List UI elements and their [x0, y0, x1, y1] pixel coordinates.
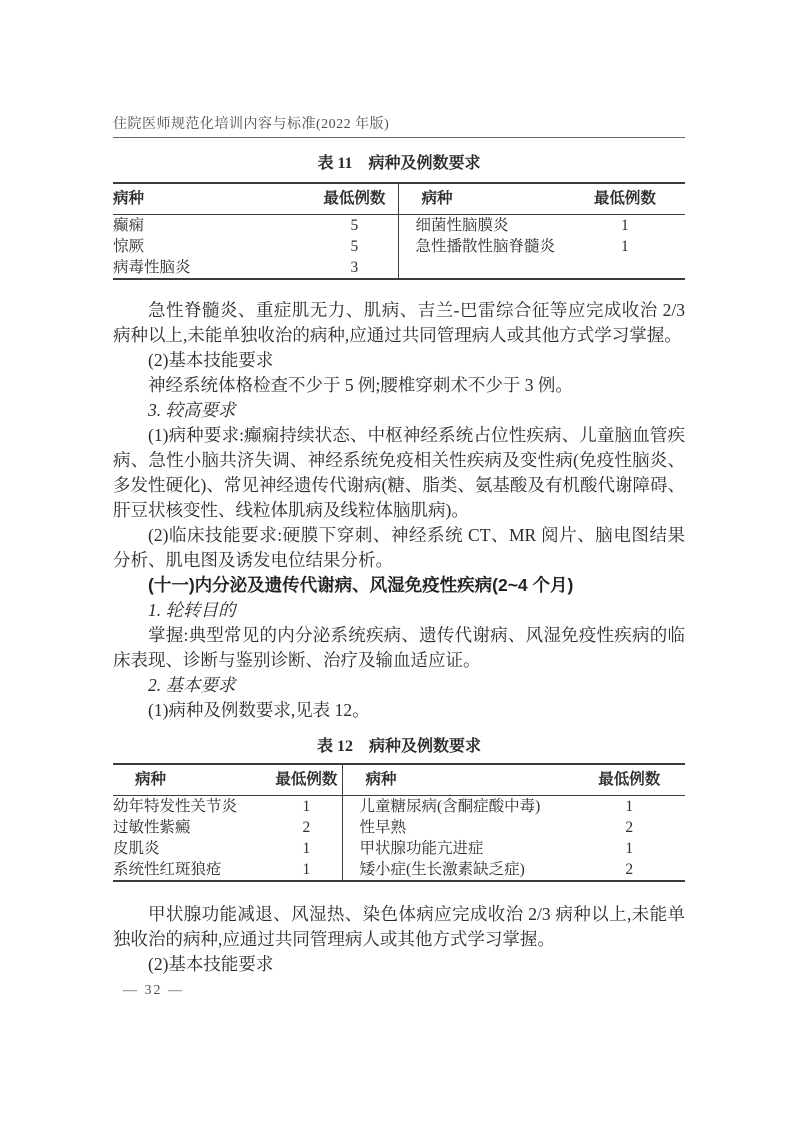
- subheading-rotation-purpose: 1. 轮转目的: [148, 600, 236, 620]
- paragraph: (2)临床技能要求:硬膜下穿刺、神经系统 CT、MR 阅片、脑电图结果分析、肌电图及诱发电位结果分析。: [113, 525, 685, 570]
- table-row: [113, 838, 685, 859]
- table-cell: 5: [310, 236, 399, 257]
- table-cell: 性早熟: [359, 819, 406, 836]
- table-cell: 2: [625, 861, 634, 878]
- paragraph: 神经系统体格检查不少于 5 例;腰椎穿刺术不少于 3 例。: [148, 375, 573, 395]
- table11-header-mincases-right: 最低例数: [565, 183, 685, 215]
- table-cell: 1: [270, 859, 343, 881]
- page-content: [113, 116, 685, 999]
- table-cell: 3: [310, 257, 399, 279]
- table-row: [113, 257, 685, 279]
- table-cell: 系统性红斑狼疮: [113, 861, 222, 878]
- table12-header-disease-left: 病种: [113, 764, 270, 796]
- table11-header-mincases-left: 最低例数: [310, 183, 399, 215]
- table-cell: 癫痫: [113, 217, 145, 234]
- table-row: [113, 236, 685, 257]
- body-text: [113, 298, 685, 723]
- subheading-advanced-requirements: 3. 较高要求: [148, 400, 236, 420]
- paragraph: (1)病种及例数要求,见表 12。: [148, 700, 370, 720]
- section-heading-11: (十一)内分泌及遗传代谢病、风湿免疫性疾病(2~4 个月): [148, 575, 574, 595]
- running-head-rule: [113, 137, 685, 138]
- table-cell: [399, 257, 565, 279]
- table-cell: [565, 257, 685, 279]
- table12-header-row: [113, 764, 685, 796]
- table-cell: 5: [310, 215, 399, 237]
- table-cell: 过敏性紫癜: [113, 819, 191, 836]
- table-cell: 急性播散性脑脊髓炎: [415, 238, 555, 255]
- paragraph: 甲状腺功能减退、风湿热、染色体病应完成收治 2/3 病种以上,未能单独收治的病种,应通过共同管理病人或其他方式学习掌握。: [113, 904, 685, 949]
- subheading-basic-requirements: 2. 基本要求: [148, 675, 236, 695]
- table-cell: 矮小症(生长激素缺乏症): [359, 861, 525, 878]
- table11: [113, 182, 685, 280]
- table-cell: 幼年特发性关节炎: [113, 798, 238, 815]
- table11-header-disease-left: 病种: [113, 183, 310, 215]
- table-row: [113, 796, 685, 818]
- paragraph: 掌握:典型常见的内分泌系统疾病、遗传代谢病、风湿免疫性疾病的临床表现、诊断与鉴别诊断、治疗及输血适应证。: [113, 625, 685, 670]
- table11-header-disease-right: 病种: [399, 183, 565, 215]
- table11-header-row: [113, 183, 685, 215]
- table12-header-mincases-right: 最低例数: [573, 764, 685, 796]
- table-cell: 甲状腺功能亢进症: [359, 840, 484, 857]
- table-cell: 1: [621, 238, 629, 255]
- table-cell: 病毒性脑炎: [113, 259, 191, 276]
- page-number: — 32 —: [123, 983, 184, 998]
- table12: [113, 763, 685, 882]
- table-row: [113, 817, 685, 838]
- table-cell: 惊厥: [113, 238, 145, 255]
- table-cell: 儿童糖尿病(含酮症酸中毒): [359, 798, 541, 815]
- table-cell: 1: [625, 840, 634, 857]
- table-cell: 1: [270, 796, 343, 818]
- paragraph: 急性脊髓炎、重症肌无力、肌病、吉兰-巴雷综合征等应完成收治 2/3 病种以上,未能单独收治的病种,应通过共同管理病人或其他方式学习掌握。: [113, 300, 685, 345]
- paragraph: (1)病种要求:癫痫持续状态、中枢神经系统占位性疾病、儿童脑血管疾病、急性小脑共济失调、神经系统免疫相关性疾病及变性病(免疫性脑炎、多发性硬化)、常见神经遗传代谢病(糖、脂类、氨基酸及有机酸代谢障碍、肝豆状核变性、线粒体肌病及线粒体脑肌病)。: [113, 425, 685, 520]
- table-row: [113, 215, 685, 237]
- table-cell: 1: [625, 798, 634, 815]
- table-cell: 1: [621, 217, 629, 234]
- table-cell: 2: [625, 819, 634, 836]
- table-cell: 皮肌炎: [113, 840, 160, 857]
- paragraph: (2)基本技能要求: [148, 954, 274, 974]
- body-text-bottom: [113, 902, 685, 977]
- table-cell: 细菌性脑膜炎: [415, 217, 509, 234]
- table11-caption: 表 11 病种及例数要求: [317, 155, 481, 172]
- table12-header-mincases-left: 最低例数: [270, 764, 343, 796]
- table-row: [113, 859, 685, 881]
- running-head: 住院医师规范化培训内容与标准(2022 年版): [113, 117, 390, 132]
- paragraph: (2)基本技能要求: [148, 350, 274, 370]
- table-cell: 1: [270, 838, 343, 859]
- table12-caption: 表 12 病种及例数要求: [316, 738, 481, 755]
- table-cell: 2: [270, 817, 343, 838]
- table12-header-disease-right: 病种: [343, 764, 574, 796]
